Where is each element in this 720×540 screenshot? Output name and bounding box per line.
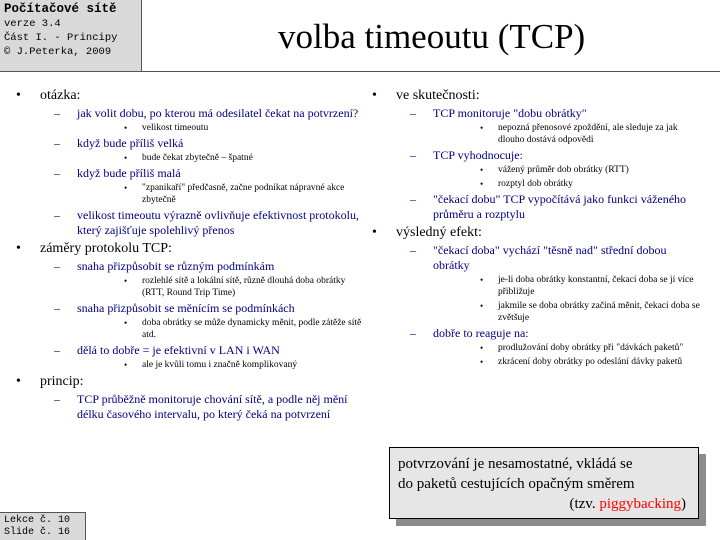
bullet-dot-icon: • <box>372 225 377 240</box>
dash-icon: – <box>410 192 416 206</box>
sub-sub-bullet: • rozptyl dob obrátky <box>480 179 573 189</box>
dash-icon: – <box>54 166 60 180</box>
dash-icon: – <box>410 106 416 120</box>
sub-bullet: – jak volit dobu, po kterou má odesilatel čekat na potvrzení? • velikost timeoutu <box>40 106 366 134</box>
sub-bullet: – "čekací dobu" TCP vypočítává jako funkci váženého průměru a rozptylu <box>410 192 687 221</box>
sub-sub-bullet: • zkrácení doby obrátky po odeslání dávky paketů <box>480 357 683 367</box>
dash-icon: – <box>54 208 60 222</box>
sub-sub-bullet: • jakmile se doba obrátky začíná měnit, čekací doba se zvětšuje <box>480 301 700 323</box>
sub-sub-bullet: • velikost timeoutu <box>124 123 209 133</box>
bullet-dot-icon: • <box>480 179 484 189</box>
note-line: (tzv. piggybacking) <box>569 496 686 512</box>
note-line: do paketů cestujících opačným směrem <box>398 476 635 492</box>
piggybacking-term: piggybacking <box>599 496 681 512</box>
bullet-dot-icon: • <box>480 123 484 133</box>
bullet-question: • otázka: – jak volit dobu, po kterou má odesilatel čekat na potvrzení? • velikost timeoutu – když bude příliš velká • bude čekat zbytečně – špatné – když bude příliš malá • "zpanikaří" předčasně, začne podnikat nápravné akce zbytečně – velikost timeoutu výrazně ovlivňuje efektivnost protokolu, který zajišťuje spolehlivý přenos <box>16 88 366 238</box>
dash-icon: – <box>54 343 60 357</box>
bullet-principle: • princip: – TCP průběžně monitoruje chování sítě, a podle něj mění délku časového intervalu, po který čeká na potvrzení <box>16 374 366 422</box>
sub-bullet: – když bude příliš malá • "zpanikaří" předčasně, začne podnikat nápravné akce zbytečně <box>40 166 366 206</box>
part-label: Část I. - Principy <box>4 32 118 44</box>
sub-bullet: – když bude příliš velká • bude čekat zbytečně – špatné <box>40 136 366 164</box>
bullet-dot-icon: • <box>372 88 377 103</box>
dash-icon: – <box>54 106 60 120</box>
bullet-dot-icon: • <box>124 153 128 163</box>
sub-bullet: – snaha přizpůsobit se měnícím se podmínkách • doba obrátky se může dynamicky měnit, podle zátěže sítě atd. <box>40 301 366 341</box>
bullet-dot-icon: • <box>16 241 21 256</box>
bullet-dot-icon: • <box>124 123 128 133</box>
sub-bullet: – TCP průběžně monitoruje chování sítě, a podle něj mění délku časového intervalu, po který čeká na potvrzení <box>54 392 348 421</box>
dash-icon: – <box>410 243 416 257</box>
sub-sub-bullet: • doba obrátky se může dynamicky měnit, podle zátěže sítě atd. <box>124 318 362 340</box>
sub-sub-bullet: • vážený průměr dob obrátky (RTT) <box>480 165 629 175</box>
sub-bullet: – TCP monitoruje "dobu obrátky" • nepozná přenosové zpoždění, ale sleduje za jak dlouho dostává odpovědi <box>396 106 702 146</box>
bullet-dot-icon: • <box>480 165 484 175</box>
bullet-result: • výsledný efekt: – "čekací doba" vychází "těsně nad" střední dobou obrátky • je-li doba obrátky konstantní, čekací doba se jí více přibližuje • jakmile se doba obrátky začíná měnit, čekací doba se zvětšuje – dobře to reaguje na: • prodlužování doby obrátky při "dávkách paketů" • zkrácení doby obrátky po odeslání dávky paketů <box>372 225 702 368</box>
bullet-in-reality: • ve skutečnosti: – TCP monitoruje "dobu obrátky" • nepozná přenosové zpoždění, ale sleduje za jak dlouho dostává odpovědi – TCP vyhodnocuje: • vážený průměr dob obrátky (RTT) • rozptyl dob obrátky – "čekací dobu" TCP vypočítává jako funkci váženého průměru a rozptylu <box>372 88 702 222</box>
sub-bullet: – dobře to reaguje na: • prodlužování doby obrátky při "dávkách paketů" • zkrácení doby obrátky po odeslání dávky paketů <box>396 326 702 368</box>
bullet-dot-icon: • <box>480 301 484 311</box>
version-label: verze 3.4 <box>4 18 61 30</box>
sub-bullet: – dělá to dobře = je efektivní v LAN i WAN • ale je kvůli tomu i značně komplikovaný <box>40 343 366 371</box>
bullet-dot-icon: • <box>124 360 128 370</box>
piggybacking-note <box>389 447 699 519</box>
dash-icon: – <box>54 136 60 150</box>
right-column <box>372 88 702 371</box>
course-info-box <box>0 0 142 72</box>
sub-bullet: – velikost timeoutu výrazně ovlivňuje efektivnost protokolu, který zajišťuje spolehlivý přenos <box>54 208 359 237</box>
author-label: © J.Peterka, 2009 <box>4 46 112 58</box>
sub-sub-bullet: • nepozná přenosové zpoždění, ale sleduje za jak dlouho dostává odpovědi <box>480 123 678 145</box>
bullet-dot-icon: • <box>124 276 128 286</box>
dash-icon: – <box>54 392 60 406</box>
sub-sub-bullet: • je-li doba obrátky konstantní, čekací doba se jí více přibližuje <box>480 275 694 297</box>
sub-bullet: – snaha přizpůsobit se různým podmínkám • rozlehlé sítě a lokální sítě, různě dlouhá doba obrátky (RTT, Round Trip Time) <box>40 259 366 299</box>
title-bar <box>142 0 720 72</box>
dash-icon: – <box>54 259 60 273</box>
bullet-goals: • záměry protokolu TCP: – snaha přizpůsobit se různým podmínkám • rozlehlé sítě a lokální sítě, různě dlouhá doba obrátky (RTT, Round Trip Time) – snaha přizpůsobit se měnícím se podmínkách • doba obrátky se může dynamicky měnit, podle zátěže sítě atd. – dělá to dobře = je efektivní v LAN i WAN • ale je kvůli tomu i značně komplikovaný <box>16 241 366 371</box>
bullet-dot-icon: • <box>480 275 484 285</box>
dash-icon: – <box>410 326 416 340</box>
bullet-dot-icon: • <box>480 343 484 353</box>
sub-bullet: – TCP vyhodnocuje: • vážený průměr dob obrátky (RTT) • rozptyl dob obrátky <box>396 148 702 190</box>
bullet-dot-icon: • <box>16 88 21 103</box>
left-column <box>16 88 366 425</box>
course-name: Počítačové sítě <box>4 2 117 16</box>
sub-sub-bullet: • "zpanikaří" předčasně, začne podnikat nápravné akce zbytečně <box>124 183 345 205</box>
sub-bullet: – "čekací doba" vychází "těsně nad" střední dobou obrátky • je-li doba obrátky konstantní, čekací doba se jí více přibližuje • jakmile se doba obrátky začíná měnit, čekací doba se zvětšuje <box>396 243 702 324</box>
dash-icon: – <box>410 148 416 162</box>
sub-sub-bullet: • ale je kvůli tomu i značně komplikovaný <box>124 360 298 370</box>
slide-info-box <box>0 512 86 540</box>
sub-sub-bullet: • rozlehlé sítě a lokální sítě, různě dlouhá doba obrátky (RTT, Round Trip Time) <box>124 276 346 298</box>
slide-number: Slide č. 16 <box>4 527 71 538</box>
bullet-dot-icon: • <box>480 357 484 367</box>
bullet-dot-icon: • <box>124 183 128 193</box>
sub-sub-bullet: • prodlužování doby obrátky při "dávkách paketů" <box>480 343 684 353</box>
lecture-number: Lekce č. 10 <box>4 515 71 526</box>
note-line: potvrzování je nesamostatné, vkládá se <box>398 456 633 472</box>
bullet-dot-icon: • <box>124 318 128 328</box>
dash-icon: – <box>54 301 60 315</box>
sub-sub-bullet: • bude čekat zbytečně – špatné <box>124 153 253 163</box>
bullet-dot-icon: • <box>16 374 21 389</box>
slide-title: volba timeoutu (TCP) <box>278 17 586 56</box>
